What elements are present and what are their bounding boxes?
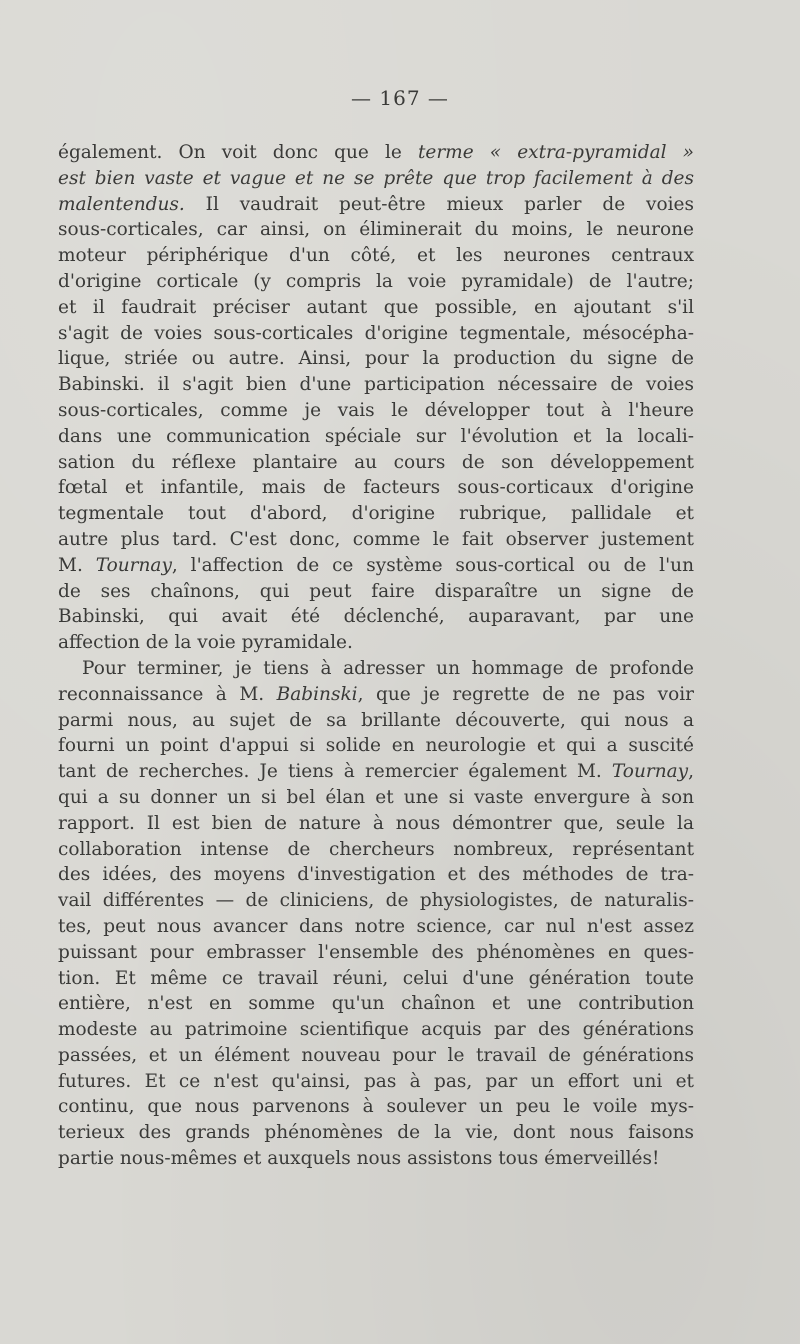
text-run: Pour terminer, je tiens à adresser un hommage de profonde: [82, 657, 694, 679]
text-run: sous-corticales, car ainsi, on éliminerait du moins, le neurone: [58, 219, 694, 241]
text-line: [58, 708, 694, 734]
text-run: reconnaissance à M.: [58, 683, 277, 705]
text-line: [58, 217, 694, 243]
text-line: [58, 166, 694, 192]
text-run: parmi nous, au sujet de sa brillante découverte, qui nous a: [58, 709, 694, 731]
text-run: puissant pour embrasser l'ensemble des phénomènes en ques-: [58, 941, 694, 963]
text-run: Babinski. il s'agit bien d'une participation nécessaire de voies: [58, 374, 694, 396]
text-run: fœtal et infantile, mais de facteurs sous-corticaux d'origine: [58, 477, 694, 499]
text-line: [58, 914, 694, 940]
text-run: , l'affection de ce système sous-cortical ou de l'un: [171, 554, 694, 576]
text-run: s'agit de voies sous-corticales d'origine tegmentale, mésocépha-: [58, 322, 694, 344]
text-line: [58, 991, 694, 1017]
text-line: [58, 1069, 694, 1095]
text-run: également. On voit donc que le: [58, 142, 418, 163]
text-line: [58, 1017, 694, 1043]
italic-run: Babinski: [276, 683, 358, 705]
text-line: [58, 759, 694, 785]
text-run: passées, et un élément nouveau pour le travail de générations: [58, 1044, 694, 1066]
text-run: des idées, des moyens d'investigation et des méthodes de tra-: [58, 864, 694, 886]
text-run: qui a su donner un si bel élan et une si vaste envergure à son: [58, 786, 694, 808]
text-line: [58, 1120, 694, 1146]
text-line: [58, 579, 694, 605]
text-line: [58, 966, 694, 992]
text-line: [58, 1043, 694, 1069]
text-line: [58, 269, 694, 295]
text-run: futures. Et ce n'est qu'ainsi, pas à pas, par un effort uni et: [58, 1070, 694, 1092]
text-line: [58, 837, 694, 863]
text-line: [58, 811, 694, 837]
text-run: collaboration intense de chercheurs nombreux, représentant: [58, 838, 694, 860]
text-line: [58, 295, 694, 321]
text-run: fourni un point d'appui si solide en neurologie et qui a suscité: [58, 735, 694, 757]
text-line: [58, 243, 694, 269]
text-line: [58, 682, 694, 708]
text-line: [58, 140, 694, 166]
text-line: [58, 862, 694, 888]
text-line: [58, 1094, 694, 1120]
text-run: , que je regrette de ne pas voir: [357, 683, 694, 705]
text-run: Il vaudrait peut-être mieux parler de voies: [184, 193, 694, 215]
text-line: [58, 321, 694, 347]
text-line: [58, 501, 694, 527]
text-run: de ses chaînons, qui peut faire disparaître un signe de: [58, 580, 694, 602]
text-line: [58, 785, 694, 811]
text-line: [58, 940, 694, 966]
text-line: [58, 1146, 694, 1172]
text-run: partie nous-mêmes et auxquels nous assistons tous émerveillés!: [58, 1148, 660, 1170]
text-line: [58, 888, 694, 914]
italic-run: malentendus.: [58, 193, 185, 215]
text-run: dans une communication spéciale sur l'évolution et la locali-: [58, 425, 694, 447]
text-line: [58, 527, 694, 553]
page-number: — 167 —: [351, 86, 449, 110]
italic-run: Tournay: [611, 761, 689, 783]
text-run: affection de la voie pyramidale.: [58, 632, 353, 654]
text-line: [58, 604, 694, 630]
text-run: tion. Et même ce travail réuni, celui d'une génération toute: [58, 967, 694, 989]
text-line: [58, 553, 694, 579]
text-run: et il faudrait préciser autant que possible, en ajoutant s'il: [58, 296, 694, 318]
text-run: d'origine corticale (y compris la voie pyramidale) de l'autre;: [58, 270, 694, 292]
italic-run: Tournay: [95, 554, 172, 576]
text-line: [58, 372, 694, 398]
italic-run: est bien vaste et vague et ne se prête que trop facilement à des: [58, 167, 694, 189]
text-run: moteur périphérique d'un côté, et les neurones centraux: [58, 245, 694, 267]
text-run: M.: [58, 554, 96, 576]
text-run: tant de recherches. Je tiens à remercier également M.: [58, 761, 612, 783]
text-line: [58, 450, 694, 476]
text-run: modeste au patrimoine scientifique acquis par des générations: [58, 1019, 694, 1041]
text-run: sous-corticales, comme je vais le développer tout à l'heure: [58, 399, 694, 421]
text-run: entière, n'est en somme qu'un chaînon et une contribution: [58, 993, 694, 1015]
text-run: vail différentes — de cliniciens, de physiologistes, de naturalis-: [58, 890, 694, 912]
text-run: continu, que nous parvenons à soulever un peu le voile mys-: [58, 1096, 694, 1118]
text-line: [58, 398, 694, 424]
text-run: tegmentale tout d'abord, d'origine rubrique, pallidale et: [58, 503, 694, 525]
text-line: [58, 192, 694, 218]
italic-run: terme « extra-pyramidal »: [417, 142, 694, 163]
text-line: [58, 346, 694, 372]
text-run: tes, peut nous avancer dans notre science, car nul n'est assez: [58, 915, 694, 937]
text-line: [58, 733, 694, 759]
text-run: Babinski, qui avait été déclenché, auparavant, par une: [58, 606, 694, 628]
text-run: terieux des grands phénomènes de la vie, dont nous faisons: [58, 1122, 694, 1144]
text-line: [58, 424, 694, 450]
text-run: lique, striée ou autre. Ainsi, pour la production du signe de: [58, 348, 694, 370]
text-run: rapport. Il est bien de nature à nous démontrer que, seule la: [58, 812, 694, 834]
text-run: autre plus tard. C'est donc, comme le fait observer justement: [58, 528, 694, 550]
text-line: [58, 656, 694, 682]
text-line: [58, 475, 694, 501]
text-run: ,: [688, 761, 694, 783]
body-text: [58, 140, 694, 1172]
text-run: sation du réflexe plantaire au cours de son développement: [58, 451, 694, 473]
text-line: [58, 630, 694, 656]
